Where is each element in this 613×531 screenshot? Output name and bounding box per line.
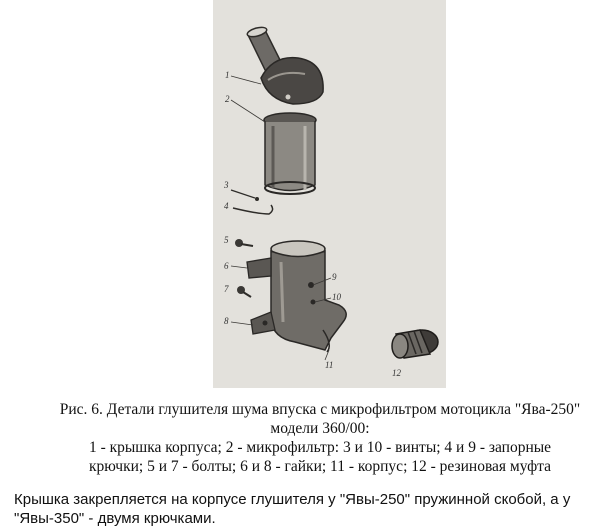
paragraph-line-2: "Явы-350" - двумя крючками. bbox=[14, 510, 216, 527]
caption-line-4: крючки; 5 и 7 - болты; 6 и 8 - гайки; 11 - корпус; 12 - резиновая муфта bbox=[89, 458, 551, 475]
part-label-4: 4 bbox=[224, 201, 229, 211]
bolt-part-5 bbox=[235, 239, 253, 247]
part-label-1: 1 bbox=[225, 70, 230, 80]
part-label-6: 6 bbox=[224, 261, 229, 271]
bolt-part-7 bbox=[237, 286, 251, 297]
screw-and-hook-parts bbox=[231, 190, 273, 214]
microfilter-part bbox=[264, 113, 316, 194]
figure-caption bbox=[55, 400, 585, 476]
part-label-8: 8 bbox=[224, 316, 229, 326]
part-label-10: 10 bbox=[332, 292, 341, 302]
part-label-7: 7 bbox=[224, 284, 229, 294]
part-label-2: 2 bbox=[225, 94, 230, 104]
paragraph-line-1: Крышка закрепляется на корпусе глушителя у "Явы-250" пружинной скобой, а у bbox=[14, 491, 571, 508]
caption-line-2: модели 360/00: bbox=[270, 420, 370, 437]
part-label-12: 12 bbox=[392, 368, 401, 378]
part-label-3: 3 bbox=[224, 180, 229, 190]
part-label-11: 11 bbox=[325, 360, 334, 370]
body-paragraph bbox=[14, 490, 604, 528]
caption-line-3: 1 - крышка корпуса; 2 - микрофильтр: 3 и 10 - винты; 4 и 9 - запорные bbox=[88, 439, 552, 456]
part-label-5: 5 bbox=[224, 235, 229, 245]
part-label-9: 9 bbox=[332, 272, 337, 282]
cover-part bbox=[246, 26, 323, 104]
rubber-coupling-part bbox=[380, 320, 450, 382]
caption-line-1: Рис. 6. Детали глушителя шума впуска с микрофильтром мотоцикла "Ява-250" bbox=[59, 401, 581, 418]
